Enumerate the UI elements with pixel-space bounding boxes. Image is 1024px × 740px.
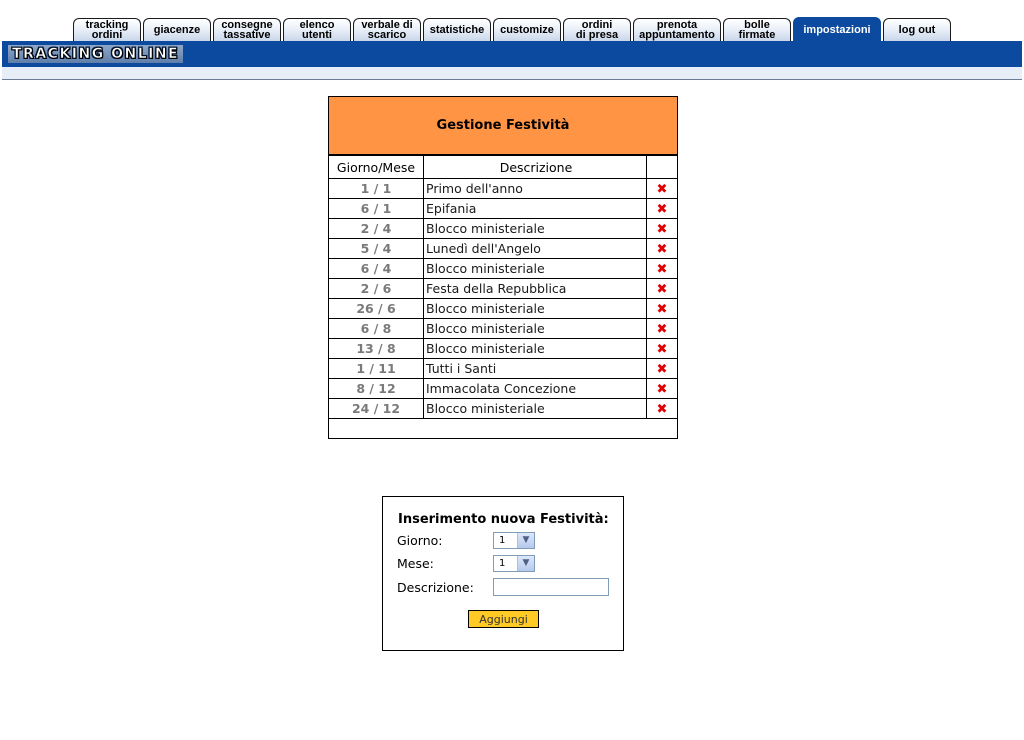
delete-icon[interactable]: ✖ — [656, 401, 668, 417]
table-row — [329, 199, 677, 219]
delete-cell — [647, 379, 678, 399]
holiday-description: Primo dell'anno — [424, 179, 647, 199]
holiday-description: Blocco ministeriale — [424, 219, 647, 239]
holiday-description: Blocco ministeriale — [424, 259, 647, 279]
tab-tracking-ordini[interactable]: tracking ordini — [73, 18, 141, 41]
app-logo: TRACKING ONLINE — [8, 45, 183, 63]
delete-icon[interactable]: ✖ — [656, 221, 668, 237]
column-header-actions — [647, 156, 678, 179]
table-row — [329, 299, 677, 319]
column-header-date: Giorno/Mese — [329, 156, 424, 179]
table-row — [329, 219, 677, 239]
delete-cell — [647, 339, 678, 359]
holiday-date: 1 / 1 — [329, 179, 424, 199]
delete-cell — [647, 359, 678, 379]
tab-verbale-di-scarico[interactable]: verbale di scarico — [353, 18, 421, 41]
delete-icon[interactable]: ✖ — [656, 381, 668, 397]
tab-log-out[interactable]: log out — [883, 18, 951, 41]
month-select[interactable] — [493, 555, 535, 572]
delete-icon[interactable]: ✖ — [656, 281, 668, 297]
table-row — [329, 359, 677, 379]
app-header — [2, 41, 1022, 67]
add-holiday-form — [382, 496, 624, 651]
holiday-date: 24 / 12 — [329, 399, 424, 419]
description-label: Descrizione: — [397, 580, 474, 595]
holiday-date: 13 / 8 — [329, 339, 424, 359]
holiday-description: Blocco ministeriale — [424, 339, 647, 359]
delete-cell — [647, 239, 678, 259]
delete-cell — [647, 259, 678, 279]
holiday-date: 6 / 8 — [329, 319, 424, 339]
delete-icon[interactable]: ✖ — [656, 361, 668, 377]
delete-cell — [647, 279, 678, 299]
holiday-date: 2 / 4 — [329, 219, 424, 239]
holiday-date: 1 / 11 — [329, 359, 424, 379]
holiday-date: 6 / 1 — [329, 199, 424, 219]
delete-cell — [647, 319, 678, 339]
column-header-description: Descrizione — [424, 156, 647, 179]
delete-icon[interactable]: ✖ — [656, 341, 668, 357]
delete-icon[interactable]: ✖ — [656, 301, 668, 317]
month-label: Mese: — [397, 556, 434, 571]
holidays-title: Gestione Festività — [329, 97, 677, 156]
holiday-description: Festa della Repubblica — [424, 279, 647, 299]
day-label: Giorno: — [397, 533, 443, 548]
day-select-value: 1 — [499, 535, 506, 546]
table-row — [329, 399, 677, 419]
holiday-date: 8 / 12 — [329, 379, 424, 399]
holiday-date: 26 / 6 — [329, 299, 424, 319]
day-select[interactable] — [493, 532, 535, 549]
table-header-row — [329, 156, 677, 179]
table-row — [329, 179, 677, 199]
holiday-description: Tutti i Santi — [424, 359, 647, 379]
tab-prenota-appuntamento[interactable]: prenota appuntamento — [633, 18, 721, 41]
table-row — [329, 379, 677, 399]
delete-icon[interactable]: ✖ — [656, 201, 668, 217]
chevron-down-icon: ▼ — [517, 556, 534, 571]
description-input[interactable] — [493, 578, 609, 596]
tab-consegne-tassative[interactable]: consegne tassative — [213, 18, 281, 41]
table-row — [329, 339, 677, 359]
table-row — [329, 319, 677, 339]
holiday-date: 5 / 4 — [329, 239, 424, 259]
tab-impostazioni[interactable]: impostazioni — [793, 17, 881, 41]
holiday-description: Epifania — [424, 199, 647, 219]
month-select-value: 1 — [499, 558, 506, 569]
table-row — [329, 239, 677, 259]
delete-cell — [647, 219, 678, 239]
tab-statistiche[interactable]: statistiche — [423, 18, 491, 41]
holiday-description: Immacolata Concezione — [424, 379, 647, 399]
holiday-description: Blocco ministeriale — [424, 399, 647, 419]
holidays-table — [329, 156, 677, 419]
tab-ordini-di-presa[interactable]: ordini di presa — [563, 18, 631, 41]
holiday-date: 6 / 4 — [329, 259, 424, 279]
table-row — [329, 279, 677, 299]
main-nav-tabs — [0, 0, 1024, 41]
table-row — [329, 259, 677, 279]
delete-cell — [647, 299, 678, 319]
delete-icon[interactable]: ✖ — [656, 261, 668, 277]
holidays-table-body — [329, 179, 677, 419]
chevron-down-icon: ▼ — [517, 533, 534, 548]
delete-icon[interactable]: ✖ — [656, 241, 668, 257]
tab-elenco-utenti[interactable]: elenco utenti — [283, 18, 351, 41]
holiday-date: 2 / 6 — [329, 279, 424, 299]
delete-cell — [647, 199, 678, 219]
add-button[interactable]: Aggiungi — [468, 610, 539, 628]
tab-customize[interactable]: customize — [493, 18, 561, 41]
header-subbar — [2, 67, 1022, 80]
holiday-description: Lunedì dell'Angelo — [424, 239, 647, 259]
holiday-description: Blocco ministeriale — [424, 319, 647, 339]
delete-icon[interactable]: ✖ — [656, 181, 668, 197]
delete-cell — [647, 179, 678, 199]
delete-icon[interactable]: ✖ — [656, 321, 668, 337]
form-title: Inserimento nuova Festività: — [398, 512, 609, 527]
tab-bolle-firmate[interactable]: bolle firmate — [723, 18, 791, 41]
tab-giacenze[interactable]: giacenze — [143, 18, 211, 41]
delete-cell — [647, 399, 678, 419]
holidays-panel — [328, 96, 678, 439]
holiday-description: Blocco ministeriale — [424, 299, 647, 319]
